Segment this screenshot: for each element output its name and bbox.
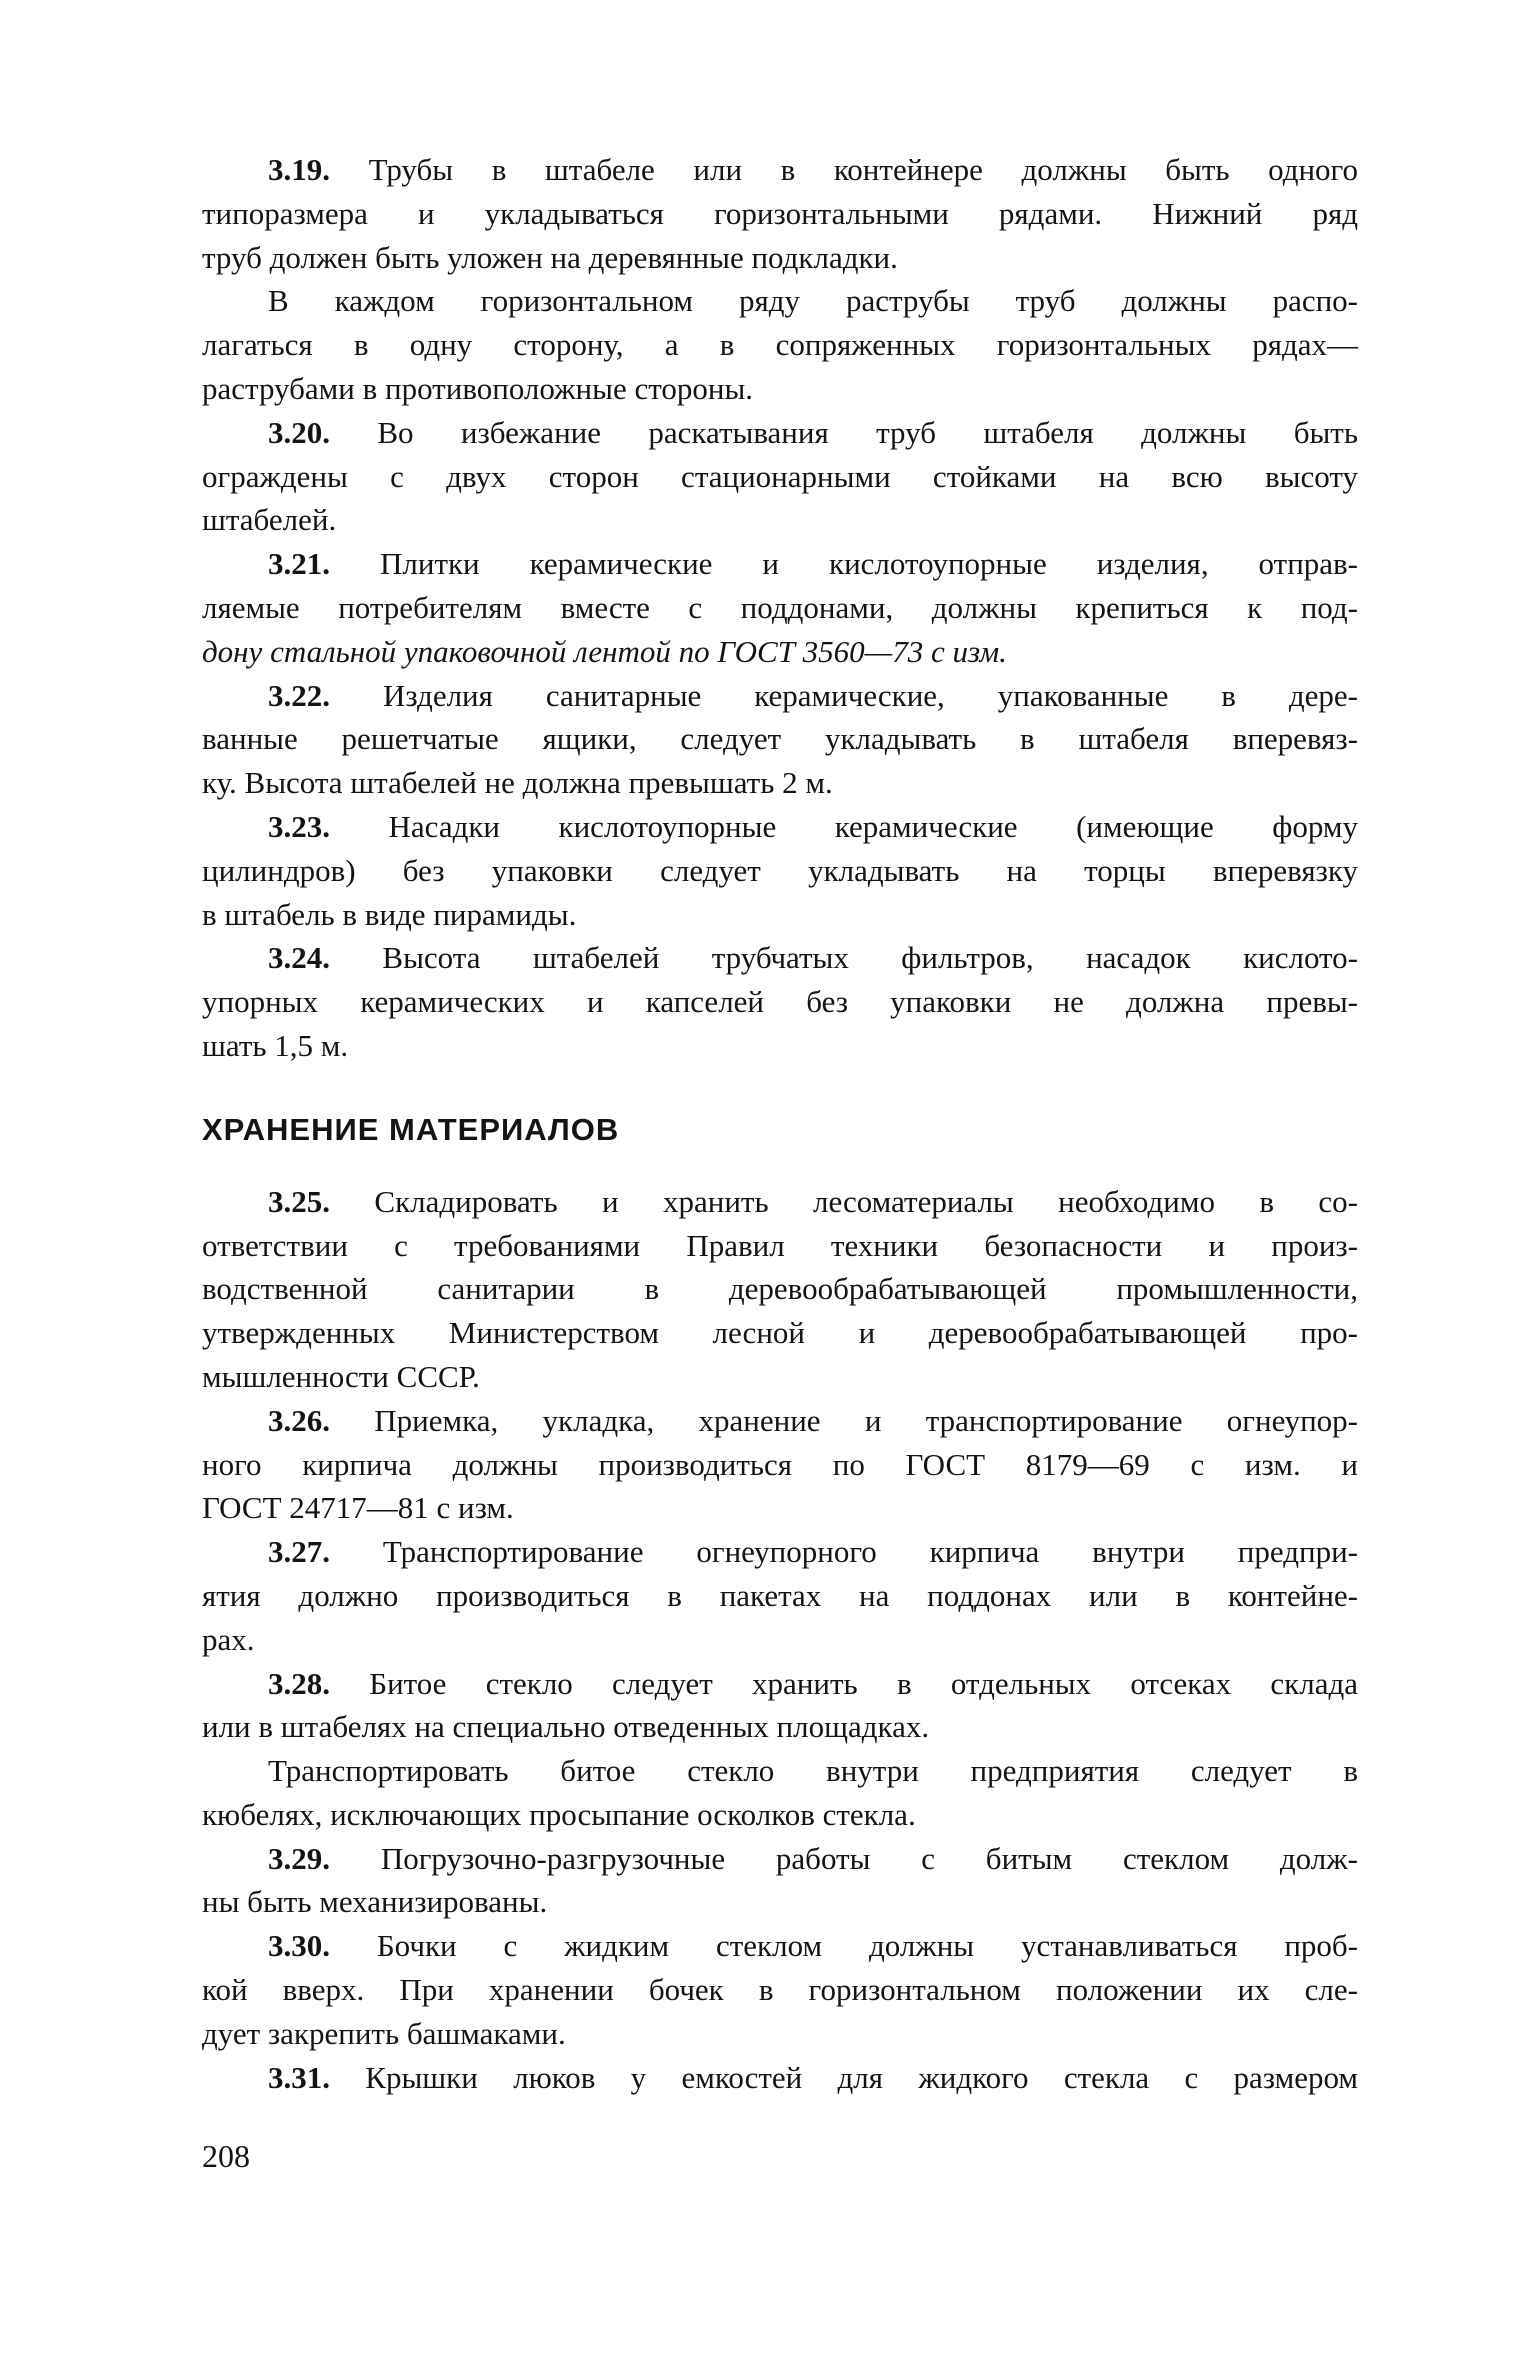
text-line: [202, 586, 1358, 630]
clause-number: 3.31.: [268, 2059, 330, 2095]
line-text: рах.: [202, 1621, 255, 1657]
text-line: [202, 761, 1358, 805]
text-line: [202, 1267, 1358, 1311]
line-text: ГОСТ 24717—81 с изм.: [202, 1490, 514, 1526]
paragraph: [202, 1837, 1358, 1925]
text-line: [202, 1793, 1358, 1837]
line-text: кой вверх. При хранении бочек в горизонтальном положении их сле-: [202, 1972, 1358, 2008]
clause-number: 3.23.: [268, 808, 330, 844]
section-heading: ХРАНЕНИЕ МАТЕРИАЛОВ: [202, 1111, 620, 1147]
section-before-heading: [202, 148, 1358, 1068]
paragraph: [202, 148, 1358, 279]
line-text: раструбами в противоположные стороны.: [202, 370, 754, 406]
line-text: Насадки кислотоупорные керамические (имеющие форму: [388, 808, 1359, 844]
line-text: цилиндров) без упаковки следует укладывать на торцы вперевязку: [202, 852, 1358, 888]
text-line: [202, 717, 1358, 761]
text-line: [202, 411, 1358, 455]
line-text: Транспортирование огнеупорного кирпича внутри предпри-: [382, 1534, 1359, 1570]
line-text: Крышки люков у емкостей для жидкого стекла с размером: [365, 2059, 1358, 2095]
section-after-heading: [202, 1180, 1358, 2100]
text-line: [202, 1443, 1358, 1487]
text-line: [202, 1024, 1358, 1068]
line-text: Транспортировать битое стекло внутри предприятия следует в: [268, 1753, 1358, 1789]
text-line: [202, 1486, 1358, 1530]
line-text: ного кирпича должны производиться по ГОСТ 8179—69 с изм. и: [202, 1446, 1358, 1482]
page-number: 208: [202, 2138, 250, 2174]
clause-number: 3.21.: [268, 546, 330, 582]
text-line: [202, 1180, 1358, 1224]
text-line: [202, 148, 1358, 192]
line-text: ответствии с требованиями Правил техники безопасности и произ-: [202, 1227, 1358, 1263]
text-line: [202, 936, 1358, 980]
text-line: [202, 455, 1358, 499]
text-line: [202, 893, 1358, 937]
line-text: утвержденных Министерством лесной и деревообрабатывающей про-: [202, 1315, 1358, 1351]
line-text: ятия должно производиться в пакетах на поддонах или в контейне-: [202, 1577, 1358, 1613]
clause-number: 3.29.: [268, 1840, 330, 1876]
paragraph: [202, 1662, 1358, 1750]
line-text: Во избежание раскатывания труб штабеля должны быть: [377, 414, 1358, 450]
text-line: [202, 1574, 1358, 1618]
clause-number: 3.27.: [268, 1534, 330, 1570]
paragraph: [202, 279, 1358, 410]
clause-number: 3.19.: [268, 152, 330, 187]
paragraph: [202, 1399, 1358, 1530]
line-text: Изделия санитарные керамические, упакованные в дере-: [382, 677, 1359, 713]
text-line: [202, 1837, 1358, 1881]
paragraph: [202, 805, 1358, 936]
text-line: [202, 1749, 1358, 1793]
clause-number: 3.30.: [268, 1928, 330, 1964]
line-text: ляемые потребителям вместе с поддонами, должны крепиться к под-: [202, 589, 1358, 625]
line-text: Бочки с жидким стеклом должны устанавливаться проб-: [376, 1928, 1358, 1964]
line-text: Плитки керамические и кислотоупорные изделия, отправ-: [380, 546, 1359, 582]
line-text: Приемка, укладка, хранение и транспортирование огнеупор-: [374, 1402, 1358, 1438]
text-line: [202, 498, 1358, 542]
text-line: [202, 2056, 1358, 2100]
text-line: [202, 1224, 1358, 1268]
text-line: [202, 542, 1358, 586]
line-text: труб должен быть уложен на деревянные подкладки.: [202, 239, 898, 275]
paragraph: [202, 1530, 1358, 1661]
paragraph: [202, 1180, 1358, 1399]
text-line: [202, 279, 1358, 323]
clause-number: 3.22.: [268, 677, 330, 713]
line-text: ограждены с двух сторон стационарными стойками на всю высоту: [202, 458, 1358, 494]
line-text: дует закрепить башмаками.: [202, 2015, 566, 2051]
text-line: [202, 192, 1358, 236]
line-text: Складировать и хранить лесоматериалы необходимо в со-: [374, 1183, 1359, 1219]
text-line: [202, 367, 1358, 411]
text-line: [202, 1880, 1358, 1924]
line-text: типоразмера и укладываться горизонтальными рядами. Нижний ряд: [202, 195, 1358, 231]
line-text: водственной санитарии в деревообрабатывающей промышленности,: [202, 1271, 1358, 1307]
line-text: дону стальной упаковочной лентой по ГОСТ 3560—73 с изм.: [202, 633, 1007, 669]
line-text: или в штабелях на специально отведенных площадках.: [202, 1709, 930, 1745]
text-line: [202, 2012, 1358, 2056]
line-text: лагаться в одну сторону, а в сопряженных горизонтальных рядах—: [202, 327, 1358, 363]
paragraph: [202, 936, 1358, 1067]
clause-number: 3.20.: [268, 414, 330, 450]
text-line: [202, 1311, 1358, 1355]
line-text: шать 1,5 м.: [202, 1027, 349, 1063]
paragraph: [202, 1749, 1358, 1837]
text-line: [202, 1924, 1358, 1968]
line-text: В каждом горизонтальном ряду раструбы труб должны распо-: [268, 283, 1358, 319]
line-text: упорных керамических и капселей без упаковки не должна превы-: [202, 984, 1358, 1020]
text-line: [202, 805, 1358, 849]
text-line: [202, 1355, 1358, 1399]
paragraph: [202, 2056, 1358, 2100]
paragraph: [202, 542, 1358, 673]
line-text: кюбелях, исключающих просыпание осколков стекла.: [202, 1796, 916, 1832]
paragraph: [202, 411, 1358, 542]
line-text: ванные решетчатые ящики, следует укладывать в штабеля вперевяз-: [202, 721, 1358, 757]
line-text: Трубы в штабеле или в контейнере должны быть одного: [368, 152, 1358, 187]
text-line: [202, 674, 1358, 718]
line-text: мышленности СССР.: [202, 1358, 480, 1394]
text-line: [202, 630, 1358, 674]
text-line: [202, 1618, 1358, 1662]
clause-number: 3.24.: [268, 940, 330, 976]
text-line: [202, 1662, 1358, 1706]
text-line: [202, 980, 1358, 1024]
line-text: ны быть механизированы.: [202, 1884, 548, 1920]
text-line: [202, 1530, 1358, 1574]
line-text: в штабель в виде пирамиды.: [202, 896, 577, 932]
line-text: ку. Высота штабелей не должна превышать 2 м.: [202, 765, 833, 801]
line-text: Битое стекло следует хранить в отдельных отсеках склада: [369, 1665, 1358, 1701]
text-line: [202, 1399, 1358, 1443]
paragraph: [202, 1924, 1358, 2055]
text-line: [202, 1705, 1358, 1749]
line-text: Погрузочно-разгрузочные работы с битым стеклом долж-: [380, 1840, 1358, 1876]
line-text: Высота штабелей трубчатых фильтров, насадок кислото-: [382, 940, 1359, 976]
line-text: штабелей.: [202, 502, 337, 538]
text-line: [202, 236, 1358, 280]
text-line: [202, 1968, 1358, 2012]
clause-number: 3.28.: [268, 1665, 330, 1701]
clause-number: 3.25.: [268, 1183, 330, 1219]
text-line: [202, 323, 1358, 367]
clause-number: 3.26.: [268, 1402, 330, 1438]
paragraph: [202, 674, 1358, 805]
document-page: [202, 148, 1358, 2099]
text-line: [202, 849, 1358, 893]
